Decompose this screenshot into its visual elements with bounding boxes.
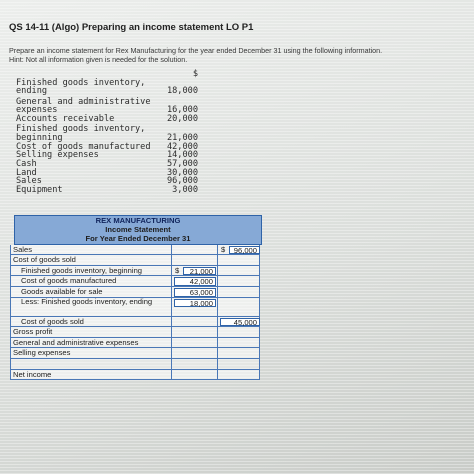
currency-sign: $: [175, 265, 180, 275]
amount-column-1: [171, 245, 217, 255]
statement-row: [10, 338, 260, 349]
question-title: QS 14-11 (Algo) Preparing an income statement LO P1: [9, 22, 254, 33]
statement-row: [10, 370, 260, 381]
amount-column-2: [217, 327, 261, 337]
statement-row: [10, 276, 260, 287]
statement-row-label: Sales: [13, 244, 32, 254]
given-item-value: 21,000: [166, 132, 198, 143]
currency-symbol: $: [192, 69, 198, 79]
amount-column-1: [171, 327, 217, 337]
amount-column-1: [171, 370, 217, 380]
statement-row: [10, 255, 260, 266]
given-item-label: Finished goods inventory,: [16, 77, 146, 88]
amount-column-2: [217, 266, 261, 276]
statement-row-label: Cost of goods sold: [21, 316, 84, 326]
statement-row-label: Selling expenses: [13, 348, 71, 358]
statement-row-label: Finished goods inventory, beginning: [21, 265, 143, 275]
instructions: [9, 46, 469, 64]
given-item-row: [16, 87, 198, 96]
given-item-value: 14,000: [166, 150, 198, 161]
given-data-list: [16, 70, 198, 195]
amount-input-col1[interactable]: 18,000: [174, 299, 216, 308]
amount-column-2: [217, 245, 261, 255]
statement-row: [10, 359, 260, 370]
given-item-label: Land: [16, 167, 37, 178]
given-item-label: Sales: [16, 176, 42, 187]
given-item-label: Finished goods inventory,: [16, 124, 146, 135]
hint-line: Hint: Not all information given is needed for the solution.: [9, 55, 188, 64]
given-item-value: 30,000: [166, 167, 198, 178]
amount-column-1: [171, 276, 217, 286]
statement-row-label: Cost of goods sold: [13, 255, 76, 265]
amount-input-col1[interactable]: 42,000: [174, 277, 216, 286]
given-item-value: 16,000: [166, 105, 198, 116]
given-item-label: beginning: [16, 132, 63, 143]
given-item-label: Cash: [16, 158, 37, 169]
amount-column-1: [171, 359, 217, 369]
amount-column-1: [171, 317, 217, 327]
given-item-value: 42,000: [166, 141, 198, 152]
income-statement: [10, 215, 260, 380]
statement-row: [10, 348, 260, 359]
given-item-value: 96,000: [166, 176, 198, 187]
statement-row: [10, 245, 260, 256]
statement-header: [14, 215, 262, 245]
amount-column-2: [217, 370, 261, 380]
given-item-value: 20,000: [166, 113, 198, 124]
statement-row-label: Goods available for sale: [21, 286, 103, 296]
given-item-label: Equipment: [16, 184, 63, 195]
given-item-label: Cost of goods manufactured: [16, 141, 151, 152]
amount-column-2: [217, 338, 261, 348]
given-item-value: 18,000: [166, 86, 198, 97]
statement-row-label: General and administrative expenses: [13, 337, 139, 347]
statement-row: [10, 327, 260, 338]
amount-column-2: [217, 255, 261, 265]
currency-sign: $: [221, 244, 226, 254]
amount-column-1: [171, 255, 217, 265]
amount-column-2: [217, 317, 261, 327]
statement-row: [10, 266, 260, 277]
given-item-label: ending: [16, 86, 48, 97]
statement-row-label: Cost of goods manufactured: [21, 276, 117, 286]
statement-name: Income Statement: [105, 225, 171, 235]
amount-input-col2[interactable]: 45,000: [220, 318, 260, 327]
given-item-label: Accounts receivable: [16, 113, 115, 124]
amount-column-2: [217, 276, 261, 286]
company-name: REX MANUFACTURING: [95, 216, 181, 225]
statement-row-label: Gross profit: [13, 327, 53, 337]
statement-period: For Year Ended December 31: [85, 234, 191, 244]
statement-row: [10, 287, 260, 298]
instruction-line: Prepare an income statement for Rex Manufacturing for the year ended December 31 using the following information.: [9, 46, 383, 55]
amount-column-2: [217, 359, 261, 369]
given-item-label: Selling expenses: [16, 150, 99, 161]
amount-input-col2[interactable]: 96,000: [229, 246, 260, 255]
amount-column-1: [171, 338, 217, 348]
amount-column-1: [171, 348, 217, 358]
statement-row-label: Less: Finished goods inventory, ending: [21, 296, 153, 306]
amount-column-2: [217, 348, 261, 358]
amount-column-2: [217, 287, 261, 297]
given-item-row: [16, 115, 198, 124]
amount-column-2: [217, 298, 261, 316]
amount-column-1: [171, 287, 217, 297]
amount-input-col1[interactable]: 21,000: [183, 267, 216, 276]
given-item-value: 3,000: [172, 184, 198, 195]
given-item-row: [16, 186, 198, 195]
amount-input-col1[interactable]: 63,000: [174, 288, 216, 297]
statement-row-label: Net income: [13, 369, 52, 379]
statement-row: [10, 298, 260, 317]
given-item-value: 57,000: [166, 158, 198, 169]
given-item-label: General and administrative: [16, 96, 151, 107]
statement-rows: [10, 245, 260, 381]
amount-column-1: [171, 266, 217, 276]
statement-row: [10, 317, 260, 328]
amount-column-1: [171, 298, 217, 316]
given-item-label: expenses: [16, 105, 58, 116]
